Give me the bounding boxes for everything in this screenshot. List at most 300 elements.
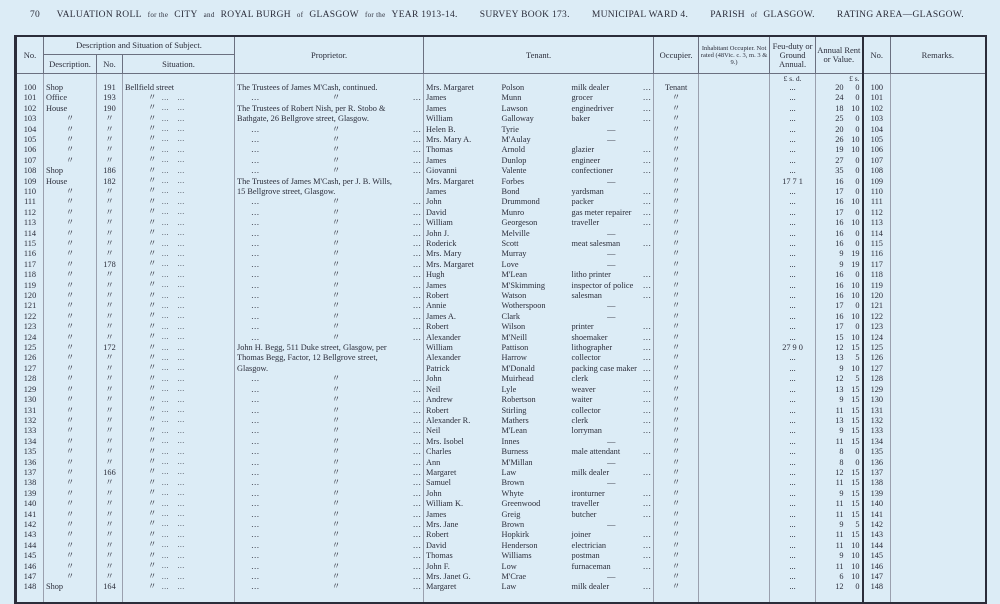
tenant-first-name: James	[424, 103, 500, 113]
row-number: 147	[16, 572, 44, 582]
annual-rent	[816, 270, 863, 280]
rent-pounds: 25	[835, 114, 844, 124]
tenant-surname: Wotherspoon	[501, 301, 546, 311]
feu-duty: ...	[770, 103, 816, 113]
street-number: 〃	[97, 405, 123, 415]
tenant-surname: Greenwood	[501, 499, 541, 509]
rent-pounds: 11	[835, 478, 844, 488]
annual-rent	[816, 499, 863, 509]
row-number-right: 114	[863, 228, 891, 238]
row-number-right: 140	[863, 499, 891, 509]
feu-duty: ...	[770, 540, 816, 550]
street-number: 〃	[97, 228, 123, 238]
rent-pounds: 6	[839, 572, 844, 581]
description: 〃	[44, 343, 97, 353]
table-row	[16, 415, 986, 425]
row-number-right: 104	[863, 124, 891, 134]
rent-pounds: 9	[839, 488, 844, 498]
row-number-right: 134	[863, 436, 891, 446]
tenant-first-name: Samuel	[424, 478, 500, 488]
feu-duty: ...	[770, 467, 816, 477]
tenant-first-name: John	[424, 488, 500, 498]
table-row	[16, 530, 986, 540]
occupation: clerk …	[570, 374, 654, 384]
tenant-first-name: Annie	[424, 301, 500, 311]
occupier: Tenant	[654, 83, 699, 92]
row-number-right: 116	[863, 249, 891, 259]
description: 〃	[44, 301, 97, 311]
rent-pounds: 19	[835, 145, 844, 155]
occupier: 〃	[654, 197, 699, 207]
street-number: 〃	[97, 415, 123, 425]
occupier: 〃	[654, 166, 699, 176]
title-part: of	[296, 11, 304, 19]
inhabitant-occupier	[699, 499, 770, 509]
rent-pounds: 11	[835, 499, 844, 509]
occupier: 〃	[654, 259, 699, 269]
table-row	[16, 301, 986, 311]
remarks	[891, 395, 986, 405]
occupation: shoemaker …	[570, 332, 654, 342]
feu-duty: ...	[770, 561, 816, 571]
occupation: —	[607, 124, 616, 134]
remarks	[891, 228, 986, 238]
tenant-surname: M'Neill	[501, 332, 527, 342]
situation: 〃 … …	[123, 395, 235, 405]
occupier: 〃	[654, 395, 699, 405]
tenant-first-name: Neil	[424, 384, 500, 394]
rent-pounds: 11	[835, 509, 844, 519]
annual-rent	[816, 519, 863, 529]
remarks	[891, 83, 986, 92]
feu-duty: ...	[770, 530, 816, 540]
annual-rent	[816, 83, 863, 92]
table-row	[16, 332, 986, 342]
remarks	[891, 291, 986, 301]
remarks	[891, 103, 986, 113]
table-row	[16, 114, 986, 124]
occupation: lithographer …	[570, 343, 654, 353]
table-row	[16, 83, 986, 92]
table-row	[16, 395, 986, 405]
situation: 〃 … …	[123, 332, 235, 342]
col-inhabitant: Inhabitant Occupier. Not rated (48Vic. c. 3, m. 3 & 9.)	[699, 36, 770, 74]
tenant-first-name: William	[424, 218, 500, 228]
table-row	[16, 457, 986, 467]
title-part: ROYAL BURGH	[220, 10, 291, 20]
tenant-first-name: Patrick	[424, 363, 500, 373]
proprietor: Bathgate, 26 Bellgrove street, Glasgow.	[235, 114, 424, 124]
inhabitant-occupier	[699, 426, 770, 436]
row-number: 111	[16, 197, 44, 207]
rent-shillings: 10	[851, 540, 860, 550]
rent-shillings: 0	[855, 457, 860, 467]
tenant-first-name: Margaret	[424, 467, 500, 477]
rent-pounds: 11	[835, 540, 844, 550]
remarks	[891, 540, 986, 550]
description: 〃	[44, 405, 97, 415]
street-number: 〃	[97, 530, 123, 540]
description: 〃	[44, 134, 97, 144]
rent-shillings: 10	[851, 291, 860, 301]
tenant-surname: Clark	[501, 311, 520, 321]
rent-pounds: 9	[839, 259, 844, 269]
page-heading	[30, 10, 970, 20]
street-number: 〃	[97, 561, 123, 571]
rent-pounds: 20	[835, 83, 844, 93]
street-number: 〃	[97, 114, 123, 124]
remarks	[891, 186, 986, 196]
remarks	[891, 218, 986, 228]
row-number: 133	[16, 426, 44, 436]
proprietor: … 〃 …	[235, 207, 424, 217]
tenant-first-name: Mrs. Margaret	[424, 83, 500, 92]
rent-shillings: 0	[855, 124, 860, 134]
situation: 〃 … …	[123, 457, 235, 467]
tenant-surname: Lyle	[501, 384, 517, 394]
feu-duty: ...	[770, 415, 816, 425]
street-number: 〃	[97, 519, 123, 529]
inhabitant-occupier	[699, 134, 770, 144]
tenant-first-name: Hugh	[424, 270, 500, 280]
rent-pounds: 24	[835, 93, 844, 103]
tenant-first-name: Robert	[424, 405, 500, 415]
rent-pounds: 20	[835, 124, 844, 134]
remarks	[891, 530, 986, 540]
tenant-first-name: John F.	[424, 561, 500, 571]
occupier: 〃	[654, 280, 699, 290]
situation: 〃 … …	[123, 561, 235, 571]
occupation: printer …	[570, 322, 654, 332]
feu-duty: ...	[770, 228, 816, 238]
rent-pounds: 9	[839, 551, 844, 561]
description: 〃	[44, 415, 97, 425]
description: 〃	[44, 374, 97, 384]
annual-rent	[816, 114, 863, 124]
proprietor: … 〃 …	[235, 457, 424, 467]
feu-duty: ...	[770, 457, 816, 467]
rent-shillings: 10	[851, 561, 860, 571]
row-number: 106	[16, 145, 44, 155]
remarks	[891, 332, 986, 342]
row-number-right: 125	[863, 343, 891, 353]
occupier: 〃	[654, 134, 699, 144]
annual-rent	[816, 322, 863, 332]
occupation: collector …	[570, 353, 654, 363]
occupier: 〃	[654, 457, 699, 467]
table-row	[16, 353, 986, 363]
row-number-right: 136	[863, 457, 891, 467]
proprietor: … 〃 …	[235, 197, 424, 207]
tenant-first-name: James A.	[424, 311, 500, 321]
tenant-surname: Arnold	[501, 145, 526, 155]
rent-pounds: 26	[835, 134, 844, 144]
row-number-right: 146	[863, 561, 891, 571]
row-number: 109	[16, 176, 44, 186]
inhabitant-occupier	[699, 228, 770, 238]
occupier: 〃	[654, 509, 699, 519]
feu-duty: ...	[770, 363, 816, 373]
rent-pounds: 11	[835, 405, 844, 415]
remarks	[891, 239, 986, 249]
street-number: 186	[97, 166, 123, 176]
tenant-first-name: Charles	[424, 447, 500, 457]
feu-duty: ...	[770, 551, 816, 561]
row-number: 139	[16, 488, 44, 498]
row-number-right: 105	[863, 134, 891, 144]
inhabitant-occupier	[699, 155, 770, 165]
tenant-surname: Stirling	[501, 405, 527, 415]
occupier: 〃	[654, 561, 699, 571]
feu-duty: ...	[770, 207, 816, 217]
row-number-right: 126	[863, 353, 891, 363]
occupation: —	[607, 228, 616, 238]
row-number-right: 122	[863, 311, 891, 321]
inhabitant-occupier	[699, 415, 770, 425]
table-row	[16, 343, 986, 353]
occupation: —	[607, 249, 616, 259]
feu-duty: ...	[770, 301, 816, 311]
feu-units: £ s. d.	[770, 74, 816, 84]
rent-shillings: 15	[851, 343, 860, 353]
feu-duty: ...	[770, 436, 816, 446]
tenant-surname: Law	[501, 467, 517, 477]
annual-rent	[816, 280, 863, 290]
street-number: 〃	[97, 436, 123, 446]
rent-shillings: 15	[851, 467, 860, 477]
remarks	[891, 259, 986, 269]
rent-shillings: 15	[851, 415, 860, 425]
tenant-first-name: Ann	[424, 457, 500, 467]
situation: Bellfield street	[123, 83, 235, 92]
row-number: 123	[16, 322, 44, 332]
row-number: 131	[16, 405, 44, 415]
remarks	[891, 124, 986, 134]
occupation: confectioner …	[570, 166, 654, 176]
title-part: CITY	[174, 10, 198, 20]
occupation: clerk …	[570, 415, 654, 425]
col-proprietor: Proprietor.	[235, 36, 424, 74]
description: Shop	[44, 582, 97, 592]
remarks	[891, 447, 986, 457]
rent-shillings: 0	[855, 83, 860, 93]
parish: GLASGOW.	[763, 10, 815, 20]
street-number: 193	[97, 93, 123, 103]
row-number: 108	[16, 166, 44, 176]
proprietor: … 〃 …	[235, 322, 424, 332]
description: 〃	[44, 572, 97, 582]
annual-rent	[816, 363, 863, 373]
description: 〃	[44, 363, 97, 373]
feu-duty: ...	[770, 582, 816, 592]
tenant-first-name: Thomas	[424, 551, 500, 561]
inhabitant-occupier	[699, 197, 770, 207]
situation: 〃 … …	[123, 488, 235, 498]
rent-pounds: 9	[839, 519, 844, 529]
rent-pounds: 8	[839, 447, 844, 457]
col-feu-duty: Feu-duty or Ground Annual.	[770, 36, 816, 74]
row-number-right: 132	[863, 415, 891, 425]
inhabitant-occupier	[699, 353, 770, 363]
rent-shillings: 10	[851, 134, 860, 144]
inhabitant-occupier	[699, 405, 770, 415]
row-number: 145	[16, 551, 44, 561]
table-row	[16, 270, 986, 280]
row-number-right: 142	[863, 519, 891, 529]
rent-pounds: 12	[835, 582, 844, 592]
street-number: 〃	[97, 124, 123, 134]
street-number: 〃	[97, 395, 123, 405]
row-number-right: 127	[863, 363, 891, 373]
street-number: 172	[97, 343, 123, 353]
proprietor: … 〃 …	[235, 488, 424, 498]
col-description-group: Description and Situation of Subject.	[44, 36, 235, 55]
row-number: 125	[16, 343, 44, 353]
rent-pounds: 11	[835, 561, 844, 571]
proprietor: The Trustees of James M'Cash, per J. B. Wills,	[235, 176, 424, 186]
occupier: 〃	[654, 218, 699, 228]
table-row	[16, 572, 986, 582]
annual-rent	[816, 301, 863, 311]
row-number: 116	[16, 249, 44, 259]
occupation: ironturner …	[570, 488, 654, 498]
occupation: traveller …	[570, 499, 654, 509]
col-no: No.	[16, 36, 44, 74]
rent-units: £ s.	[816, 74, 863, 84]
street-number: 〃	[97, 145, 123, 155]
remarks	[891, 343, 986, 353]
description: 〃	[44, 395, 97, 405]
parish: of	[750, 11, 758, 19]
occupation: engineer …	[570, 155, 654, 165]
tenant-surname: Bond	[501, 186, 520, 196]
remarks	[891, 551, 986, 561]
situation: 〃 … …	[123, 384, 235, 394]
occupier: 〃	[654, 551, 699, 561]
survey-book: SURVEY BOOK 173.	[479, 10, 570, 20]
occupation: postman …	[570, 551, 654, 561]
tenant-first-name: William K.	[424, 499, 500, 509]
situation: 〃 … …	[123, 103, 235, 113]
situation: 〃 … …	[123, 499, 235, 509]
inhabitant-occupier	[699, 447, 770, 457]
remarks	[891, 561, 986, 571]
street-number: 〃	[97, 488, 123, 498]
tenant-surname: M'Millan	[501, 457, 533, 467]
table-row	[16, 228, 986, 238]
annual-rent	[816, 395, 863, 405]
situation: 〃 … …	[123, 509, 235, 519]
feu-duty: ...	[770, 145, 816, 155]
tenant-first-name: Mrs. Mary	[424, 249, 500, 259]
street-number: 〃	[97, 134, 123, 144]
situation: 〃 … …	[123, 134, 235, 144]
description: 〃	[44, 259, 97, 269]
annual-rent	[816, 426, 863, 436]
occupation: enginedriver …	[570, 103, 654, 113]
proprietor: … 〃 …	[235, 582, 424, 592]
occupier: 〃	[654, 405, 699, 415]
row-number-right: 124	[863, 332, 891, 342]
rent-shillings: 15	[851, 436, 860, 446]
occupier: 〃	[654, 499, 699, 509]
rent-pounds: 16	[835, 239, 844, 248]
feu-duty: ...	[770, 405, 816, 415]
tenant-surname: Innes	[501, 436, 520, 446]
inhabitant-occupier	[699, 540, 770, 550]
rent-shillings: 0	[855, 176, 860, 186]
occupation: —	[607, 572, 616, 581]
table-row	[16, 322, 986, 332]
description: 〃	[44, 218, 97, 228]
proprietor: … 〃 …	[235, 249, 424, 259]
table-row	[16, 207, 986, 217]
row-number-right: 110	[863, 186, 891, 196]
feu-duty: ...	[770, 311, 816, 321]
feu-duty: ...	[770, 166, 816, 176]
table-row	[16, 561, 986, 571]
rent-shillings: 5	[855, 519, 860, 529]
table-row	[16, 145, 986, 155]
street-number: 〃	[97, 301, 123, 311]
col-annual-rent: Annual Rent or Value.	[816, 36, 863, 74]
description: 〃	[44, 207, 97, 217]
table-row	[16, 186, 986, 196]
tenant-first-name: James	[424, 280, 500, 290]
rent-pounds: 11	[835, 436, 844, 446]
situation: 〃 … …	[123, 572, 235, 582]
row-number: 140	[16, 499, 44, 509]
tenant-surname: Law	[501, 582, 517, 592]
remarks	[891, 311, 986, 321]
annual-rent	[816, 415, 863, 425]
tenant-first-name: Mrs. Margaret	[424, 176, 500, 186]
occupation: lorryman …	[570, 426, 654, 436]
proprietor: … 〃 …	[235, 134, 424, 144]
annual-rent	[816, 207, 863, 217]
feu-duty: ...	[770, 93, 816, 103]
tenant-surname: Drummond	[501, 197, 540, 207]
row-number-right: 148	[863, 582, 891, 592]
row-number: 124	[16, 332, 44, 342]
description: Shop	[44, 83, 97, 92]
table-row	[16, 509, 986, 519]
remarks	[891, 405, 986, 415]
proprietor: … 〃 …	[235, 540, 424, 550]
annual-rent	[816, 249, 863, 259]
description: 〃	[44, 540, 97, 550]
occupation: —	[607, 176, 616, 186]
occupier: 〃	[654, 228, 699, 238]
table-row	[16, 478, 986, 488]
table-row	[16, 374, 986, 384]
occupation: milk dealer …	[570, 467, 654, 477]
proprietor: … 〃 …	[235, 155, 424, 165]
proprietor: … 〃 …	[235, 395, 424, 405]
rent-shillings: 0	[855, 447, 860, 457]
remarks	[891, 249, 986, 259]
rent-pounds: 16	[835, 176, 844, 186]
row-number: 100	[16, 83, 44, 92]
rent-pounds: 17	[835, 207, 844, 217]
row-number: 136	[16, 457, 44, 467]
description: 〃	[44, 239, 97, 249]
rent-shillings: 19	[851, 259, 860, 269]
feu-duty: ...	[770, 447, 816, 457]
proprietor: … 〃 …	[235, 447, 424, 457]
remarks	[891, 582, 986, 592]
rent-pounds: 12	[835, 467, 844, 477]
